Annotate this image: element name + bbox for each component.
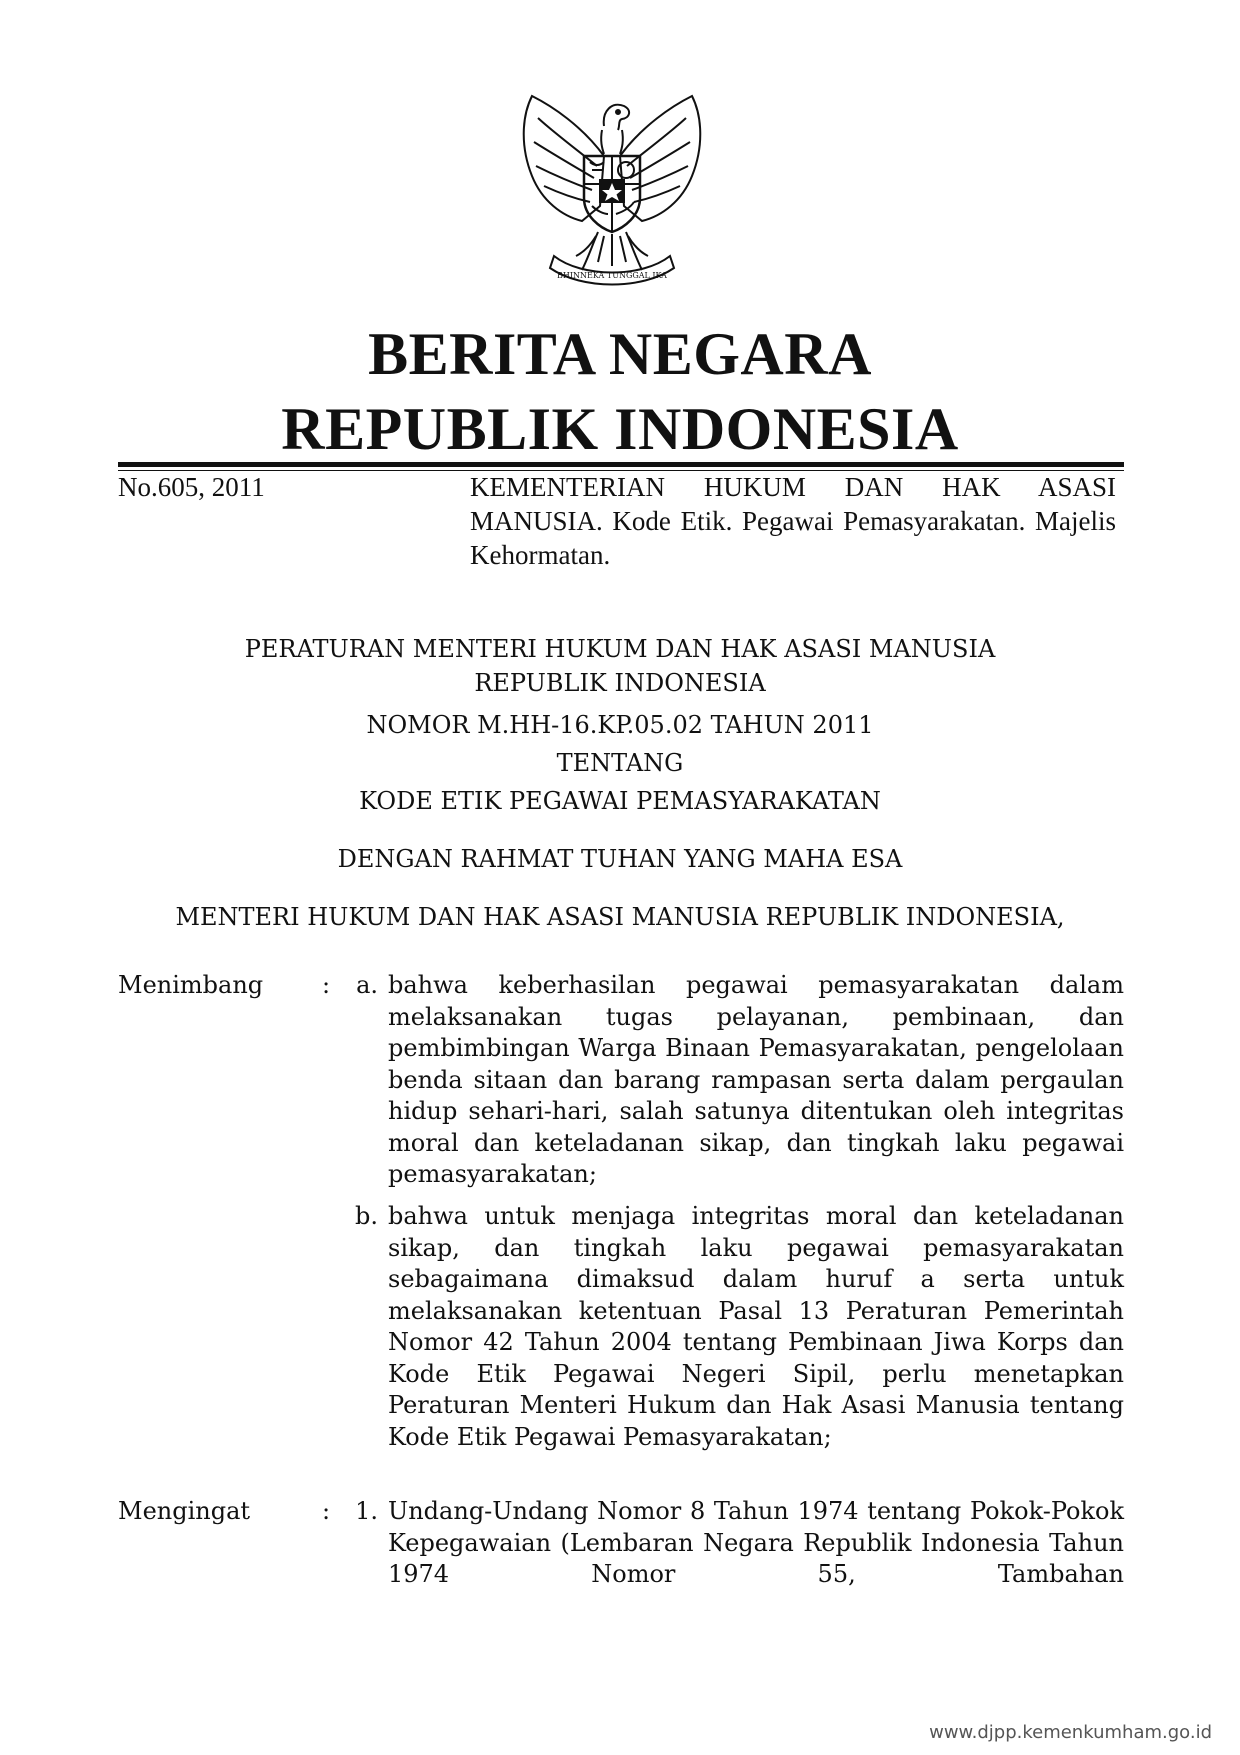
regulation-title-line1: PERATURAN MENTERI HUKUM DAN HAK ASASI MANUSIA [244, 635, 996, 663]
masthead-divider-thick [118, 462, 1124, 467]
menimbang-item-marker: a. [356, 971, 378, 999]
regulation-number: NOMOR M.HH-16.KP.05.02 TAHUN 2011 [366, 711, 874, 739]
menimbang-item-text: bahwa untuk menjaga integritas moral dan keteladanan sikap, dan tingkah laku pegawai pemasyarakatan sebagaimana dimaksud dalam huruf a serta untuk melaksanakan ketentuan Pasal 13 Peraturan Pemerintah Nomor 42 Tahun 2004 tentang Pembinaan Jiwa Korps dan Kode Etik Pegawai Negeri Sipil, perlu menetapkan Peraturan Menteri Hukum dan Hak Asasi Manusia tentang Kode Etik Pegawai Pemasyarakatan; [388, 1202, 1124, 1451]
regulation-title-line2: REPUBLIK INDONESIA [474, 669, 766, 697]
regulation-tentang: TENTANG [556, 749, 684, 777]
mengingat-label: Mengingat [118, 1497, 251, 1525]
masthead-title-line2: REPUBLIK INDONESIA [281, 396, 959, 462]
menimbang-separator: : [322, 971, 331, 999]
menimbang-item-text: bahwa keberhasilan pegawai pemasyarakatan dalam melaksanakan tugas pelayanan, pembinaan, dan pembimbingan Warga Binaan Pemasyarakatan, pengelolaan benda sitaan dan barang rampasan serta dalam pergaulan hidup sehari-hari, salah satunya ditentukan oleh integritas moral dan keteladanan sikap, dan tingkah laku pegawai pemasyarakatan; [388, 971, 1124, 1188]
gazette-description: KEMENTERIAN HUKUM DAN HAK ASASI MANUSIA. Kode Etik. Pegawai Pemasyarakatan. Majelis Kehormatan. [470, 472, 1116, 570]
menimbang-label: Menimbang [118, 971, 264, 999]
mengingat-item-marker: 1. [355, 1497, 378, 1525]
masthead-title-line1: BERITA NEGARA [368, 321, 872, 387]
gazette-number: No.605, 2011 [118, 472, 265, 502]
invocation: DENGAN RAHMAT TUHAN YANG MAHA ESA [337, 845, 903, 873]
garuda-pancasila-emblem-icon [512, 86, 712, 296]
footer-watermark: www.djpp.kemenkumham.go.id [929, 1722, 1212, 1743]
emblem-motto: BHINNEKA TUNGGAL IKA [557, 271, 667, 280]
menimbang-item-marker: b. [355, 1202, 378, 1230]
regulation-subject: KODE ETIK PEGAWAI PEMASYARAKATAN [359, 787, 881, 815]
mengingat-separator: : [322, 1497, 331, 1525]
issuer-line: MENTERI HUKUM DAN HAK ASASI MANUSIA REPUBLIK INDONESIA, [175, 903, 1065, 931]
mengingat-item-text: Undang-Undang Nomor 8 Tahun 1974 tentang Pokok-Pokok Kepegawaian (Lembaran Negara Republik Indonesia Tahun 1974 Nomor 55, Tambahan [388, 1497, 1124, 1588]
